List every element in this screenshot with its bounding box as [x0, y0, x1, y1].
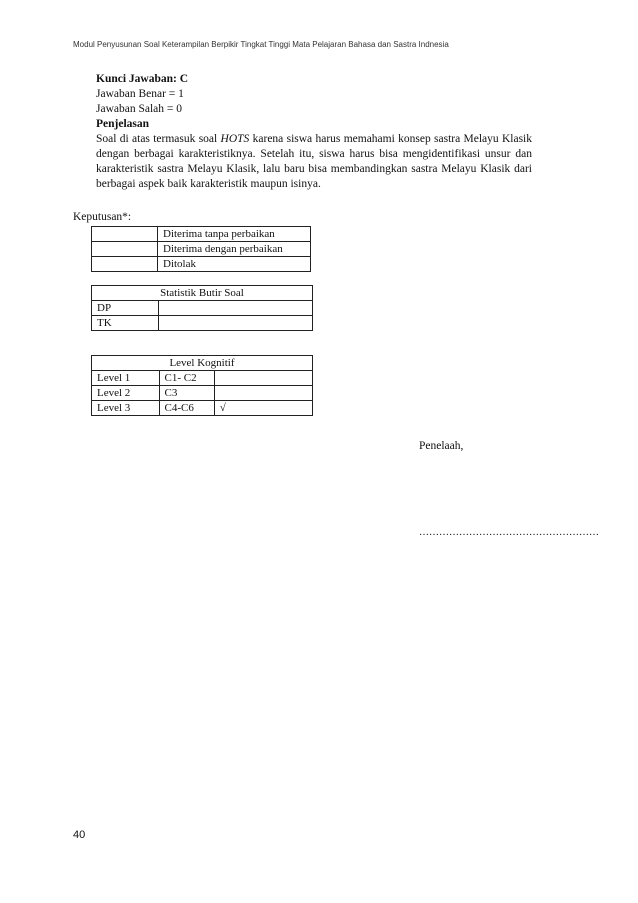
decision-option: Ditolak [158, 257, 311, 272]
level-code: C4-C6 [159, 401, 214, 416]
table-row [92, 242, 311, 257]
statistic-value[interactable] [158, 316, 312, 331]
decision-option: Diterima tanpa perbaikan [158, 227, 311, 242]
checkbox-cell[interactable] [92, 257, 158, 272]
statistic-label: DP [92, 301, 159, 316]
level-mark[interactable]: √ [214, 401, 312, 416]
explanation-text [96, 132, 532, 192]
table-row [92, 316, 313, 331]
statistic-label: TK [92, 316, 159, 331]
table-row [92, 286, 313, 301]
explanation-before: Soal di atas termasuk soal [96, 133, 221, 145]
table-row [92, 301, 313, 316]
table-row [92, 227, 311, 242]
statistic-value[interactable] [158, 301, 312, 316]
answer-block [96, 72, 532, 192]
explanation-hots: HOTS [220, 133, 250, 145]
level-label: Level 2 [92, 386, 160, 401]
reviewer-label: Penelaah, [419, 440, 464, 452]
table-row [92, 257, 311, 272]
statistics-title: Statistik Butir Soal [92, 286, 313, 301]
signature-line: ……………………………………………… [419, 527, 599, 538]
table-row [92, 356, 313, 371]
cognitive-title: Level Kognitif [92, 356, 313, 371]
cognitive-level-table [91, 355, 313, 416]
wrong-score: Jawaban Salah = 0 [96, 103, 183, 115]
checkbox-cell[interactable] [92, 227, 158, 242]
table-row [92, 371, 313, 386]
level-code: C3 [159, 386, 214, 401]
level-code: C1- C2 [159, 371, 214, 386]
running-header: Modul Penyusunan Soal Keterampilan Berpikir Tingkat Tinggi Mata Pelajaran Bahasa dan Sastra Indnesia [73, 40, 449, 49]
statistics-table [91, 285, 313, 331]
explanation-title: Penjelasan [96, 118, 150, 130]
decision-option: Diterima dengan perbaikan [158, 242, 311, 257]
level-label: Level 1 [92, 371, 160, 386]
level-mark[interactable] [214, 386, 312, 401]
page-number: 40 [73, 829, 86, 841]
level-mark[interactable] [214, 371, 312, 386]
correct-score: Jawaban Benar = 1 [96, 88, 184, 100]
explanation-after: karena siswa harus memahami konsep sastra Melayu Klasik dengan berbagai karakteristiknya. Setelah itu, siswa harus bisa mengidentifikasi unsur dan karakteristik sastra Melayu Klasik, lalu baru bisa membandingkan sastra Melayu Klasik dari berbagai aspek baik karakteristik maupun isinya. [96, 133, 532, 190]
decision-label: Keputusan*: [73, 211, 132, 223]
decision-table [91, 226, 311, 272]
answer-key: Kunci Jawaban: C [96, 73, 189, 85]
checkbox-cell[interactable] [92, 242, 158, 257]
level-label: Level 3 [92, 401, 160, 416]
table-row [92, 401, 313, 416]
table-row [92, 386, 313, 401]
